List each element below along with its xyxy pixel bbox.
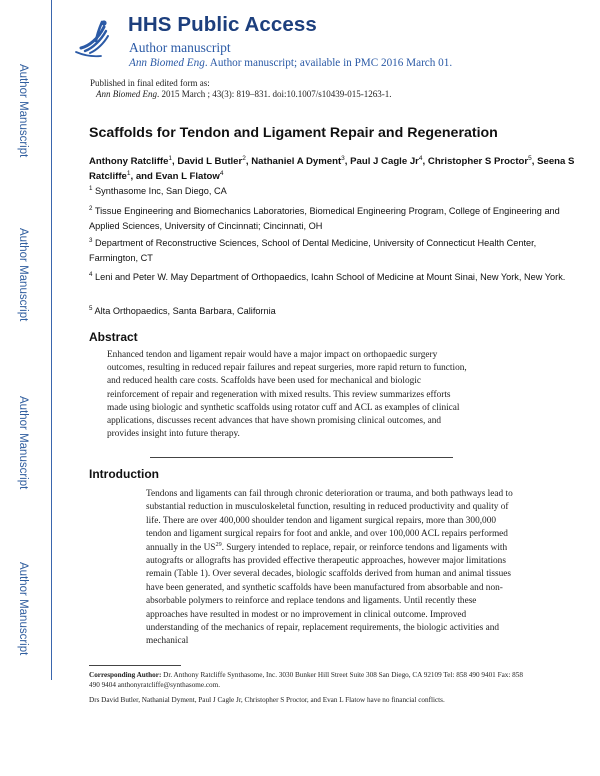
- affiliation: [89, 304, 579, 319]
- affiliation-sup: 1: [89, 184, 93, 192]
- affiliation: [89, 184, 579, 199]
- author-name: Nathaniel A Dyment: [251, 156, 342, 167]
- abstract-divider: [150, 457, 453, 458]
- affiliation: [89, 204, 579, 233]
- author-name: Evan L Flatow: [155, 171, 220, 182]
- journal-abbrev: Ann Biomed Eng: [129, 57, 205, 69]
- author-sup: 1: [126, 169, 131, 177]
- introduction-body: [146, 488, 518, 649]
- affiliation-text: Synthasome Inc, San Diego, CA: [95, 186, 227, 196]
- published-form-line: Published in final edited form as:: [90, 78, 210, 88]
- author-list: [89, 154, 579, 184]
- availability-text: . Author manuscript; available in PMC 2016 March 01.: [204, 57, 453, 69]
- author-sep: ,: [344, 156, 351, 167]
- author-sup: 5: [528, 154, 532, 162]
- corresponding-author-footnote: [89, 670, 529, 690]
- journal-availability-line: [129, 57, 452, 69]
- author-sup: 1: [168, 154, 173, 162]
- author-name: Anthony Ratcliffe: [89, 156, 169, 167]
- author-sep: ,: [245, 156, 252, 167]
- author-sup: 3: [341, 154, 345, 162]
- side-label-author-manuscript: Author Manuscript: [17, 396, 29, 490]
- affiliation-sup: 4: [89, 270, 93, 278]
- intro-text-part: Tendons and ligaments can fail through chronic deterioration or trauma, and both pathways lead to substantial reduction in musculoskeletal function, resulting in reduced productivity and quality of life. There are over 400,000 shoulder tendon and ligament surgical repairs, more than 300,000 tendon and ligament surgical repairs for foot and ankle, and over 100,000 ACL repairs performed annually in the US: [146, 489, 513, 553]
- author-name: Christopher S Proctor: [427, 156, 529, 167]
- author-name: Paul J Cagle Jr: [350, 156, 419, 167]
- margin-rule: [51, 0, 52, 680]
- author-name: David L Butler: [177, 156, 243, 167]
- side-label-author-manuscript: Author Manuscript: [17, 562, 29, 656]
- author-sep: ,: [422, 156, 428, 167]
- author-name: Seena S Ratcliffe: [89, 156, 575, 182]
- affiliation: [89, 270, 579, 285]
- author-sup: 4: [418, 154, 423, 162]
- affiliation-text: Department of Reconstructive Sciences, School of Dental Medicine, University of Connecticut Health Center, Farmington, CT: [89, 238, 537, 263]
- affiliation-sup: 2: [89, 204, 93, 212]
- side-label-author-manuscript: Author Manuscript: [17, 64, 29, 158]
- hhs-eagle-logo-icon: [73, 15, 113, 59]
- citation-details: . 2015 March ; 43(3): 819–831. doi:10.1007/s10439-015-1263-1.: [157, 89, 392, 99]
- citation-journal: Ann Biomed Eng: [96, 89, 157, 99]
- author-sup: 2: [242, 154, 246, 162]
- footnote-divider: [89, 665, 181, 666]
- reference-sup[interactable]: 29: [215, 540, 222, 548]
- author-sep: ,: [531, 156, 538, 167]
- author-sep: ,: [172, 156, 178, 167]
- affiliation: [89, 236, 579, 265]
- intro-text-part: . Surgery intended to replace, repair, or reinforce tendons and ligaments with autografts or allografts has provided effective therapeutic approaches, however major limitations remain (Table 1). Over several decades, biologic scaffolds derived from human and animal tissues have been generated, and synthetic scaffolds have been manufactured from absorbable and non-absorbable polymers to reinforce and replace tendons and ligaments. Until recently these approaches have resulted in modest or no improvement in clinical outcome. Improved understanding of the mechanics of repair, replacement requirements, the biologic activities and mechanical: [146, 542, 511, 647]
- abstract-body: Enhanced tendon and ligament repair would have a major impact on orthopaedic surgery outcomes, resulting in reduced repair failures and repeat surgeries, more rapid return to function, and reduced health care costs. Scaffolds have been used for mechanical and biologic reinforcement of repair and regeneration with mixed results. This review summarizes efforts made using biologic and synthetic scaffolds using rotator cuff and ACL as examples of clinical applications, discusses recent advances that have shown promising clinical outcomes, and provides insight into future therapy.: [107, 350, 467, 440]
- disclosure-footnote: Drs David Butler, Nathanial Dyment, Paul J Cagle Jr, Christopher S Proctor, and Evan L Flatow have no financial conflicts.: [89, 696, 445, 704]
- hhs-public-access-title: HHS Public Access: [128, 13, 317, 36]
- affiliation-sup: 5: [89, 304, 93, 312]
- side-label-author-manuscript: Author Manuscript: [17, 228, 29, 322]
- citation-line: [96, 89, 391, 99]
- corresponding-text: Dr. Anthony Ratcliffe Synthasome, Inc. 3030 Bunker Hill Street Suite 308 San Diego, CA 92109 Tel: 858 490 9401 Fax: 858 490 9404 anthonyratcliffe@synthasome.com.: [89, 671, 523, 689]
- author-sup: 4: [219, 169, 224, 177]
- author-sep: , and: [130, 171, 156, 182]
- corresponding-label: Corresponding Author:: [89, 671, 162, 679]
- affiliation-sup: 3: [89, 236, 93, 244]
- affiliation-text: Tissue Engineering and Biomechanics Laboratories, Biomedical Engineering Program, College of Engineering and Applied Sciences, University of Cincinnati; Cincinnati, OH: [89, 206, 560, 231]
- author-manuscript-subtitle: Author manuscript: [129, 40, 231, 55]
- introduction-heading: Introduction: [89, 467, 159, 481]
- abstract-heading: Abstract: [89, 330, 138, 344]
- affiliation-text: Leni and Peter W. May Department of Orthopaedics, Icahn School of Medicine at Mount Sinai, New York, New York.: [95, 272, 566, 282]
- paper-title: Scaffolds for Tendon and Ligament Repair and Regeneration: [89, 125, 498, 141]
- affiliation-text: Alta Orthopaedics, Santa Barbara, California: [94, 306, 276, 316]
